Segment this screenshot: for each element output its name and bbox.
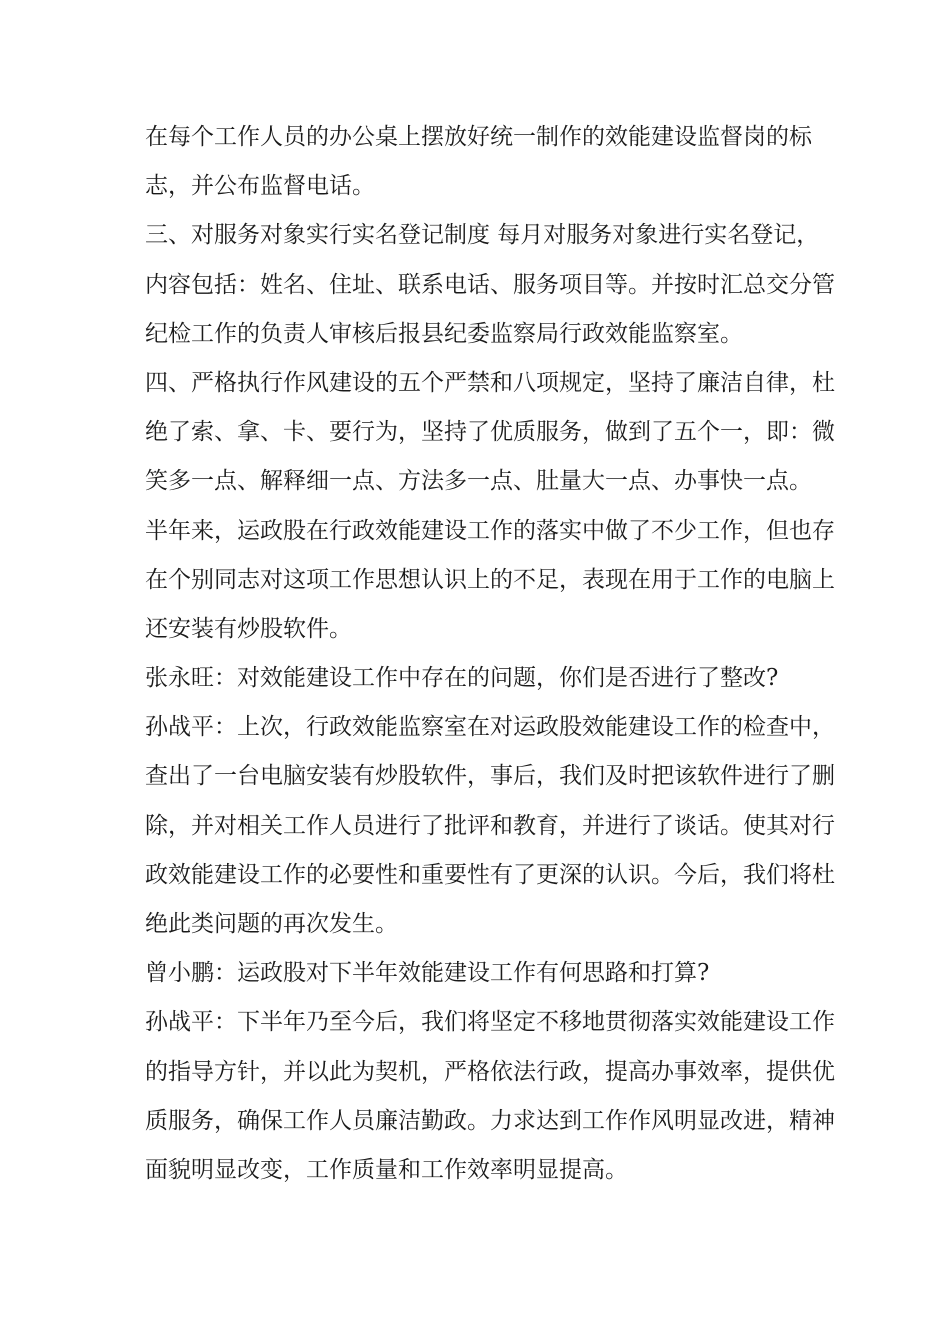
- text-line: 除，并对相关工作人员进行了批评和教育，并进行了谈话。使其对行: [145, 812, 835, 839]
- text-line: 张永旺：对效能建设工作中存在的问题，你们是否进行了整改?: [145, 665, 779, 692]
- text-line: 绝此类问题的再次发生。: [145, 911, 398, 937]
- text-line: 在每个工作人员的办公桌上摆放好统一制作的效能建设监督岗的标: [145, 124, 812, 150]
- text-line: 在个别同志对这项工作思想认识上的不足，表现在用于工作的电脑上: [145, 566, 835, 593]
- question-rectification: [145, 654, 810, 703]
- text-line: 孙战平：下半年乃至今后，我们将坚定不移地贯彻落实效能建设工作: [145, 1009, 835, 1036]
- text-line: 孙战平：上次，行政效能监察室在对运政股效能建设工作的检查中，: [145, 714, 835, 741]
- text-line: 质服务，确保工作人员廉洁勤政。力求达到工作作风明显改进，精神: [145, 1107, 835, 1134]
- text-line: 曾小鹏：运政股对下半年效能建设工作有何思路和打算?: [145, 960, 710, 987]
- text-line: 笑多一点、解释细一点、方法多一点、肚量大一点、办事快一点。: [145, 468, 812, 495]
- text-line: 政效能建设工作的必要性和重要性有了更深的认识。今后，我们将杜: [145, 861, 835, 888]
- text-line: 面貌明显改变，工作质量和工作效率明显提高。: [145, 1156, 628, 1183]
- text-line: 半年来，运政股在行政效能建设工作的落实中做了不少工作，但也存: [145, 517, 835, 544]
- text-line: 的指导方针，并以此为契机，严格依法行政，提高办事效率，提供优: [145, 1058, 835, 1085]
- text-line: 四、严格执行作风建设的五个严禁和八项规定，坚持了廉洁自律，杜: [145, 369, 835, 396]
- answer-plans: [145, 998, 835, 1195]
- text-line: 三、对服务对象实行实名登记制度 每月对服务对象进行实名登记，: [145, 222, 820, 249]
- paragraph-work-style: [145, 359, 835, 507]
- paragraph-half-year-summary: [145, 507, 835, 655]
- paragraph-signage: [145, 113, 810, 211]
- text-line: 还安装有炒股软件。: [145, 615, 352, 642]
- text-line: 绝了索、拿、卡、要行为，坚持了优质服务，做到了五个一，即：微: [145, 419, 835, 446]
- text-line: 查出了一台电脑安装有炒股软件，事后，我们及时把该软件进行了删: [145, 763, 835, 790]
- text-line: 志，并公布监督电话。: [145, 173, 375, 200]
- question-plans: [145, 949, 810, 998]
- text-line: 纪检工作的负责人审核后报县纪委监察局行政效能监察室。: [145, 320, 743, 347]
- answer-rectification: [145, 703, 835, 949]
- document-body: [145, 113, 835, 1195]
- paragraph-real-name-registration: [145, 211, 835, 359]
- text-line: 内容包括：姓名、住址、联系电话、服务项目等。并按时汇总交分管: [145, 271, 835, 298]
